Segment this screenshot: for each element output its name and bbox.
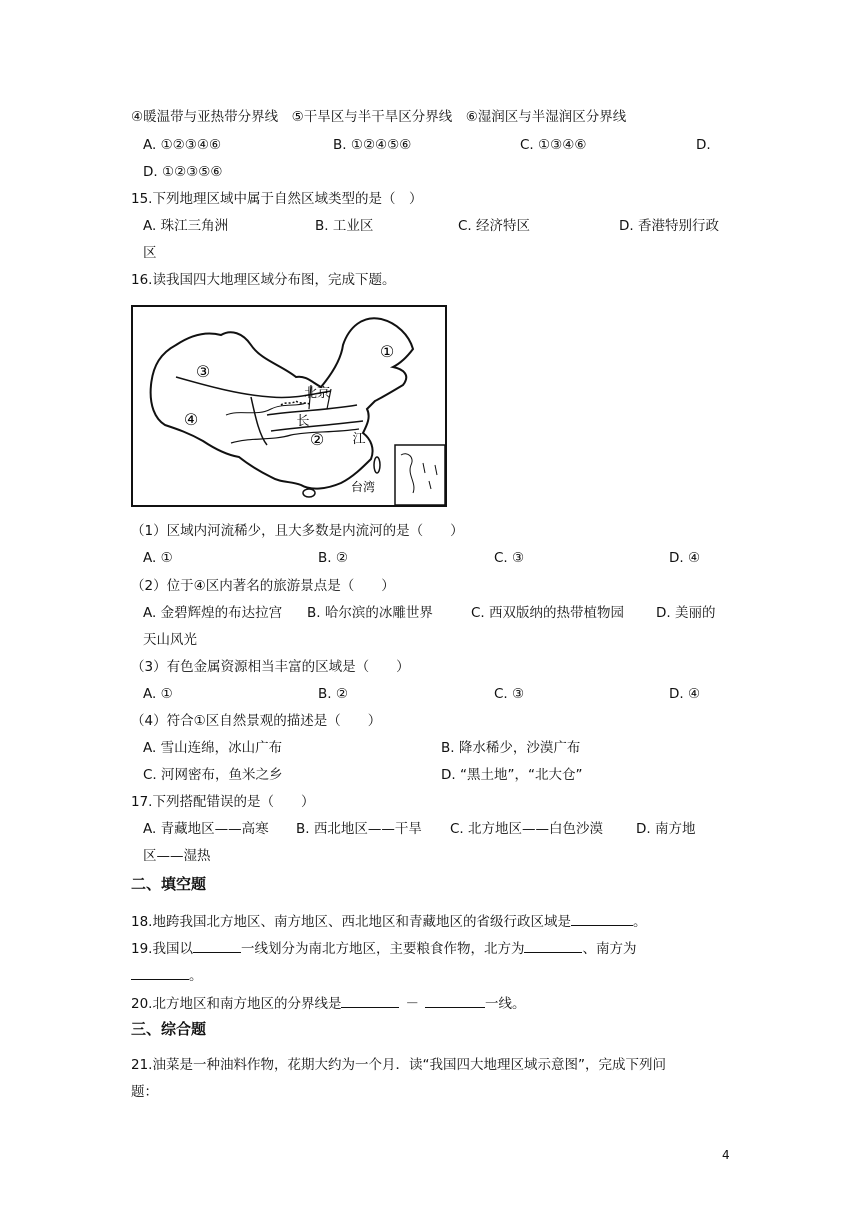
q16-2-option-d-wrap: 天山风光 xyxy=(143,632,197,648)
q14-option-c[interactable]: C. ①③④⑥ xyxy=(520,137,587,153)
q16-1-option-a[interactable]: A. ① xyxy=(143,550,173,566)
q16-4-option-a[interactable]: A. 雪山连绵，冰山广布 xyxy=(143,740,283,756)
q17-option-a[interactable]: A. 青藏地区——高寒 xyxy=(143,821,269,837)
q20-text-b: 一线。 xyxy=(484,996,526,1012)
q19-blank-3[interactable] xyxy=(131,965,189,980)
q18-end: 。 xyxy=(632,914,647,930)
q19-line xyxy=(131,938,636,959)
q17-stem: 17.下列搭配错误的是（ ） xyxy=(131,794,315,810)
page-number: 4 xyxy=(722,1148,730,1162)
china-regions-map xyxy=(131,305,447,507)
q15-option-a[interactable]: A. 珠江三角洲 xyxy=(143,218,229,234)
q21-line-2: 题： xyxy=(131,1084,158,1100)
map-label-3: ③ xyxy=(195,362,211,381)
q20-blank-1[interactable] xyxy=(341,993,399,1008)
q20-blank-2[interactable] xyxy=(425,993,485,1008)
q21-line-1: 21.油菜是一种油料作物，花期大约为一个月．读“我国四大地理区域示意图”，完成下列问 xyxy=(131,1057,666,1073)
q14-option-d-label[interactable]: D. xyxy=(696,137,711,153)
q15-stem: 15.下列地理区域中属于自然区域类型的是（ ） xyxy=(131,191,423,207)
q19-blank-2[interactable] xyxy=(524,938,582,953)
q17-option-d[interactable]: D. 南方地 xyxy=(636,821,696,837)
q16-2-option-a[interactable]: A. 金碧辉煌的布达拉宫 xyxy=(143,605,283,621)
map-label-beijing: 北京 xyxy=(303,386,331,401)
q16-1-option-c[interactable]: C. ③ xyxy=(494,550,525,566)
q16-4-option-b[interactable]: B. 降水稀少，沙漠广布 xyxy=(441,740,581,756)
q18-line xyxy=(131,911,646,932)
q16-1-option-d[interactable]: D. ④ xyxy=(669,550,701,566)
q16-4-stem: （4）符合①区自然景观的描述是（ ） xyxy=(131,713,382,729)
q15-option-c[interactable]: C. 经济特区 xyxy=(458,218,531,234)
q17-option-b[interactable]: B. 西北地区——干旱 xyxy=(296,821,422,837)
q16-2-option-c[interactable]: C. 西双版纳的热带植物园 xyxy=(471,605,625,621)
q20-dash: － xyxy=(405,996,419,1012)
map-label-1: ① xyxy=(379,342,395,361)
q15-option-d-wrap: 区 xyxy=(143,245,157,261)
q17-option-d-wrap: 区——湿热 xyxy=(143,848,211,864)
q19-text-a: 19.我国以 xyxy=(131,941,193,957)
q14-line: ④暖温带与亚热带分界线 ⑤干旱区与半干旱区分界线 ⑥湿润区与半湿润区分界线 xyxy=(131,109,627,125)
q18-blank[interactable] xyxy=(571,911,633,926)
q14-option-a[interactable]: A. ①②③④⑥ xyxy=(143,137,222,153)
q19-text-b: 一线划分为南北方地区，主要粮食作物，北方为 xyxy=(240,941,525,957)
q14-option-b[interactable]: B. ①②④⑤⑥ xyxy=(333,137,412,153)
q19-end: 。 xyxy=(189,968,203,984)
q19-line-2 xyxy=(131,965,203,986)
q16-2-option-b[interactable]: B. 哈尔滨的冰雕世界 xyxy=(307,605,433,621)
q16-3-option-a[interactable]: A. ① xyxy=(143,686,173,702)
q20-text-a: 20.北方地区和南方地区的分界线是 xyxy=(131,996,342,1012)
q16-3-option-c[interactable]: C. ③ xyxy=(494,686,525,702)
section-heading-fill-in: 二、填空题 xyxy=(131,875,207,893)
q16-4-option-c[interactable]: C. 河网密布，鱼米之乡 xyxy=(143,767,283,783)
q16-stem: 16.读我国四大地理区域分布图，完成下题。 xyxy=(131,272,396,288)
q16-3-option-b[interactable]: B. ② xyxy=(318,686,348,702)
map-label-jiang: 江 xyxy=(352,432,366,447)
q16-3-option-d[interactable]: D. ④ xyxy=(669,686,701,702)
q16-4-option-d[interactable]: D. “黑土地”，“北大仓” xyxy=(441,767,583,783)
q16-1-option-b[interactable]: B. ② xyxy=(318,550,348,566)
q16-1-stem: （1）区域内河流稀少，且大多数是内流河的是（ ） xyxy=(131,523,464,539)
q16-2-stem: （2）位于④区内著名的旅游景点是（ ） xyxy=(131,578,395,594)
map-label-2: ② xyxy=(309,430,325,449)
q19-blank-1[interactable] xyxy=(193,938,241,953)
q19-text-c: 、南方为 xyxy=(582,941,637,957)
map-label-4: ④ xyxy=(183,410,199,429)
q16-2-option-d[interactable]: D. 美丽的 xyxy=(656,605,716,621)
q16-3-stem: （3）有色金属资源相当丰富的区域是（ ） xyxy=(131,659,410,675)
q17-option-c[interactable]: C. 北方地区——白色沙漠 xyxy=(450,821,604,837)
section-heading-comprehensive: 三、综合题 xyxy=(131,1020,207,1038)
map-label-chang: 长 xyxy=(296,414,310,429)
q15-option-d[interactable]: D. 香港特别行政 xyxy=(619,218,719,234)
q18-text: 18.地跨我国北方地区、南方地区、西北地区和青藏地区的省级行政区域是 xyxy=(131,914,571,930)
q20-line xyxy=(131,993,525,1014)
map-label-taiwan: 台湾 xyxy=(350,480,376,494)
q14-option-d[interactable]: D. ①②③⑤⑥ xyxy=(143,164,223,180)
q15-option-b[interactable]: B. 工业区 xyxy=(315,218,374,234)
